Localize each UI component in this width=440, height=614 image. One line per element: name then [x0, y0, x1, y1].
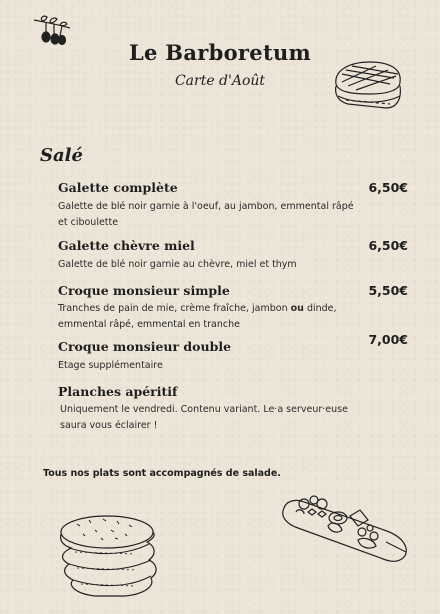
- item-name: Croque monsieur double: [58, 339, 232, 354]
- section-title: Salé: [40, 145, 83, 166]
- item-price: 6,50€: [368, 180, 408, 195]
- item-description: Uniquement le vendredi. Contenu variant. Le·a serveur·euse saura vous éclairer !: [60, 404, 348, 431]
- charcuterie-board-icon: [278, 490, 413, 570]
- item-description: Galette de blé noir garnie au chèvre, miel et thym: [58, 259, 297, 270]
- item-name: Croque monsieur simple: [58, 283, 230, 298]
- sandwich-icon: [330, 56, 408, 114]
- item-description: Galette de blé noir garnie à l'oeuf, au jambon, emmental râpé et ciboulette: [58, 201, 354, 228]
- item-price: 7,00€: [368, 332, 408, 347]
- crepe-stack-icon: [55, 510, 165, 600]
- item-description-text: Tranches de pain de mie, crème fraîche, jambon: [58, 303, 291, 314]
- item-description: [58, 301, 358, 333]
- footer-note: Tous nos plats sont accompagnés de salade.: [43, 468, 281, 479]
- page-subtitle: Carte d'Août: [174, 73, 266, 89]
- item-price: 5,50€: [368, 283, 408, 298]
- item-price: 6,50€: [368, 238, 408, 253]
- item-description: Etage supplémentaire: [58, 360, 163, 371]
- item-name: Planches apéritif: [58, 384, 178, 399]
- item-description-text: dinde, emmental râpé, emmental en tranche: [58, 303, 337, 330]
- item-name: Galette chèvre miel: [58, 238, 195, 253]
- page-title: Le Barboretum: [128, 40, 312, 65]
- item-description-emphasis: ou: [290, 303, 304, 314]
- item-name: Galette complète: [58, 180, 178, 195]
